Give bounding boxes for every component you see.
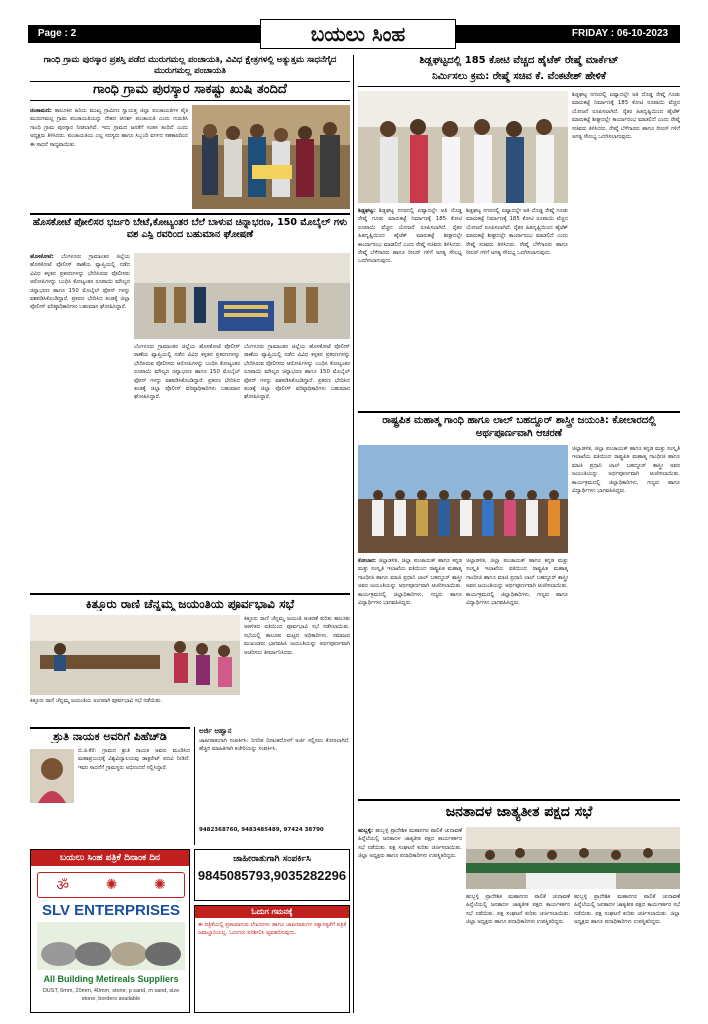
story-body: ಜಿಲ್ಲಾಡಳಿತ, ಜಿಲ್ಲಾ ಪಂಚಾಯತ್ ಹಾಗೂ ಕನ್ನಡ ಮತ್ತು ಸಂಸ್ಕೃತಿ ಇಲಾಖೆಯ ವತಿಯಿಂದ ರಾಷ್ಟ್ರಪಿತ ಮಹಾತ್ಮ ಗಾಂಧೀಜಿ ಹಾಗೂ ಮಾಜಿ ಪ್ರಧಾನಿ ಲಾಲ್ ಬಹದ್ದೂರ್ ಶಾಸ್ತ್ರೀ ಅವರ ಜಯಂತಿಯನ್ನು ಅರ್ಥಪೂರ್ಣವಾಗಿ ಆಚರಿಸಲಾಯಿತು. ಕಾರ್ಯಕ್ರಮದಲ್ಲಿ ಜಿಲ್ಲಾಧಿಕಾರಿಗಳು, ಗಣ್ಯರು ಹಾಗೂ ವಿದ್ಯಾರ್ಥಿಗಳು ಭಾಗವಹಿಸಿದ್ದರು. [572, 446, 680, 494]
story-text: ಬೆಂಗಳೂರು ಗ್ರಾಮಾಂತರ ಜಿಲ್ಲೆಯ ಹೊಸಕೋಟೆ ಪೊಲೀಸ್ ಠಾಣೆಯ ವ್ಯಾಪ್ತಿಯಲ್ಲಿ ನಡೆದ ವಿವಿಧ ಕಳ್ಳತನ ಪ್ರಕರಣಗಳನ್ನು ಭೇದಿಸಿರುವ ಪೊಲೀಸರು ಆರೋಪಿಗಳನ್ನು ಬಂಧಿಸಿ ಕೋಟ್ಯಂತರ ರೂಪಾಯಿ ಮೌಲ್ಯದ ಚಿನ್ನಾಭರಣ ಹಾಗೂ 150 ಮೊಬೈಲ್ ಫೋನ್ ಗಳನ್ನು ವಶಪಡಿಸಿಕೊಂಡಿದ್ದಾರೆ. ಪ್ರಕರಣ ಭೇದಿಸಿದ ತಂಡಕ್ಕೆ ಜಿಲ್ಲಾ ಪೊಲೀಸ್ ವರಿಷ್ಠಾಧಿಕಾರಿಗಳು ಬಹುಮಾನ ಘೋಷಿಸಿದ್ದಾರೆ. [134, 344, 240, 401]
ad-details: DUST, 6mm, 20mm, 40mm, stone, p sand, m sand, size stone, borders available [42, 988, 180, 1002]
ad-phone: 9845085793,9035282296 [197, 868, 347, 883]
ad-banner: ಬಯಲು ಸಿಂಹ ಪತ್ರಿಕೆ ದಿನಾಂಕ ದಿನ [31, 850, 189, 866]
story-headline: ರಾಷ್ಟ್ರಪಿತ ಮಹಾತ್ಮ ಗಾಂಧಿ ಹಾಗೂ ಲಾಲ್ ಬಹದ್ದೂರ್ ಶಾಸ್ತ್ರೀ ಜಯಂತಿ: ಕೋಲಾರದಲ್ಲಿ ಅರ್ಥಪೂರ್ಣವಾಗಿ ಆಚರಣೆ [358, 411, 680, 441]
story-silk-market [358, 55, 680, 407]
story-kittur-rani [30, 593, 350, 723]
story-body: ಬಿ.ಜಿ.ಕೆರೆ: ಗ್ರಾಮದ ಶ್ರುತಿ ನಾಯಕ ಅವರು ಮಂಡಿಸಿದ ಮಹಾಪ್ರಬಂಧಕ್ಕೆ ವಿಶ್ವವಿದ್ಯಾಲಯವು ಡಾಕ್ಟರೇಟ್ ಪದವಿ ನೀಡಿದೆ. ಇವರ ಸಾಧನೆಗೆ ಗ್ರಾಮಸ್ಥರು ಅಭಿನಂದನೆ ಸಲ್ಲಿಸಿದ್ದಾರೆ. [78, 748, 190, 771]
notice-body: ಜಾಹೀರಾತುಗಾಗಿ ಸಂಪರ್ಕಿಸಿ: ನಿಗದಿತ ದಿನಾಂಕದೊಳಗೆ ಅರ್ಜಿ ಸಲ್ಲಿಸಲು ಕೋರಲಾಗಿದೆ. ಹೆಚ್ಚಿನ ಮಾಹಿತಿಗಾಗಿ ಕಚೇರಿಯನ್ನು ಸಂಪರ್ಕಿಸಿ. [199, 738, 350, 753]
story-gandhi-jayanti [358, 411, 680, 795]
newspaper-title: ಬಯಲು ಸಿಂಹ [260, 19, 456, 49]
story-headline: ನಿರ್ಮಿಸಲು ಕ್ರಮ: ರೇಷ್ಮೆ ಸಚಿವ ಕೆ. ವೆಂಕಟೇಶ್ ಹೇಳಿಕೆ [358, 71, 680, 87]
notice-box [194, 727, 350, 845]
story-text: ಬೆಂಗಳೂರು ಗ್ರಾಮಾಂತರ ಜಿಲ್ಲೆಯ ಹೊಸಕೋಟೆ ಪೊಲೀಸ್ ಠಾಣೆಯ ವ್ಯಾಪ್ತಿಯಲ್ಲಿ ನಡೆದ ವಿವಿಧ ಕಳ್ಳತನ ಪ್ರಕರಣಗಳನ್ನು ಭೇದಿಸಿರುವ ಪೊಲೀಸರು ಆರೋಪಿಗಳನ್ನು ಬಂಧಿಸಿ ಕೋಟ್ಯಂತರ ರೂಪಾಯಿ ಮೌಲ್ಯದ ಚಿನ್ನಾಭರಣ ಹಾಗೂ 150 ಮೊಬೈಲ್ ಫೋನ್ ಗಳನ್ನು ವಶಪಡಿಸಿಕೊಂಡಿದ್ದಾರೆ. ಪ್ರಕರಣ ಭೇದಿಸಿದ ತಂಡಕ್ಕೆ ಜಿಲ್ಲಾ ಪೊಲೀಸ್ ವರಿಷ್ಠಾಧಿಕಾರಿಗಳು ಬಹುಮಾನ ಘೋಷಿಸಿದ್ದಾರೆ. [244, 344, 350, 401]
reader-notice [194, 905, 350, 1013]
column-divider [353, 55, 354, 1013]
byline: ಹುಬ್ಬಳ್ಳಿ: [358, 828, 374, 834]
ad-company: SLV ENTERPRISES [41, 902, 181, 919]
ad-material-image [37, 922, 185, 970]
masthead [28, 15, 680, 51]
page-number-label: Page : 2 [28, 25, 86, 43]
story-body [30, 253, 130, 583]
story-body-continued-2: ಶಿಡ್ಲಘಟ್ಟ ನಗರದಲ್ಲಿ ಏಷ್ಯಾದಲ್ಲೇ ಅತಿ ದೊಡ್ಡ ರೇಷ್ಮೆ ಗೂಡು ಮಾರುಕಟ್ಟೆ ನಿರ್ಮಾಣಕ್ಕೆ 185 ಕೋಟಿ ರೂಪಾಯಿ ವೆಚ್ಚದ ಯೋಜನೆ ರೂಪಿಸಲಾಗಿದೆ. ರೈತರ ಹಿತದೃಷ್ಟಿಯಿಂದ ಹೈಟೆಕ್ ಮಾರುಕಟ್ಟೆ ಶೀಘ್ರದಲ್ಲೇ ಕಾರ್ಯಾರಂಭ ಮಾಡಲಿದೆ ಎಂದು ರೇಷ್ಮೆ ಸಚಿವರು ತಿಳಿಸಿದರು. ರೇಷ್ಮೆ ಬೆಳೆಗಾರರು ಹಾಗೂ ರೀಲರ್ ಗಳಿಗೆ ಅಗತ್ಯ ಸೌಲಭ್ಯ ಒದಗಿಸಲಾಗುವುದು. [466, 208, 568, 256]
byline: ಹೊಸಕೋಟೆ: [30, 254, 54, 260]
story-hosakote-police [30, 213, 350, 588]
notice-title: ಅರ್ಜಿ ಆಹ್ವಾನ [199, 727, 232, 735]
story-kicker: ಶಿಡ್ಲಘಟ್ಟದಲ್ಲಿ 185 ಕೋಟಿ ವೆಚ್ಚದ ಹೈಟೆಕ್ ರೇಷ್ಮೆ ಮಾರ್ಕೆಟ್ [419, 55, 619, 66]
story-body-continued-2: ಹುಬ್ಬಳ್ಳಿ ಪ್ರಾದೇಶಿಕ ಮಹಾನಗರ ಪಾಲಿಕೆ ಚುನಾವಣೆ ಹಿನ್ನೆಲೆಯಲ್ಲಿ ಜನತಾದಳ ಜಾತ್ಯತೀತ ಪಕ್ಷದ ಕಾರ್ಯಕರ್ತರ ಸಭೆ ನಡೆಯಿತು. ಪಕ್ಷ ಸಂಘಟನೆ ಕುರಿತು ಚರ್ಚಿಸಲಾಯಿತು. ಜಿಲ್ಲಾ ಅಧ್ಯಕ್ಷರು ಹಾಗೂ ಪದಾಧಿಕಾರಿಗಳು ಉಪಸ್ಥಿತರಿದ್ದರು. [574, 894, 680, 926]
story-body [358, 827, 462, 1011]
meeting-photo [30, 615, 240, 695]
story-body: ಶಿಡ್ಲಘಟ್ಟ ನಗರದಲ್ಲಿ ಏಷ್ಯಾದಲ್ಲೇ ಅತಿ ದೊಡ್ಡ ರೇಷ್ಮೆ ಗೂಡು ಮಾರುಕಟ್ಟೆ ನಿರ್ಮಾಣಕ್ಕೆ 185 ಕೋಟಿ ರೂಪಾಯಿ ವೆಚ್ಚದ ಯೋಜನೆ ರೂಪಿಸಲಾಗಿದೆ. ರೈತರ ಹಿತದೃಷ್ಟಿಯಿಂದ ಹೈಟೆಕ್ ಮಾರುಕಟ್ಟೆ ಶೀಘ್ರದಲ್ಲೇ ಕಾರ್ಯಾರಂಭ ಮಾಡಲಿದೆ ಎಂದು ರೇಷ್ಮೆ ಸಚಿವರು ತಿಳಿಸಿದರು. ರೇಷ್ಮೆ ಬೆಳೆಗಾರರು ಹಾಗೂ ರೀಲರ್ ಗಳಿಗೆ ಅಗತ್ಯ ಸೌಲಭ್ಯ ಒದಗಿಸಲಾಗುವುದು. [572, 92, 680, 140]
story-text: ಶಿಡ್ಲಘಟ್ಟ ನಗರದಲ್ಲಿ ಏಷ್ಯಾದಲ್ಲೇ ಅತಿ ದೊಡ್ಡ ರೇಷ್ಮೆ ಗೂಡು ಮಾರುಕಟ್ಟೆ ನಿರ್ಮಾಣಕ್ಕೆ 185 ಕೋಟಿ ರೂಪಾಯಿ ವೆಚ್ಚದ ಯೋಜನೆ ರೂಪಿಸಲಾಗಿದೆ. ರೈತರ ಹಿತದೃಷ್ಟಿಯಿಂದ ಹೈಟೆಕ್ ಮಾರುಕಟ್ಟೆ ಶೀಘ್ರದಲ್ಲೇ ಕಾರ್ಯಾರಂಭ ಮಾಡಲಿದೆ ಎಂದು ರೇಷ್ಮೆ ಸಚಿವರು ತಿಳಿಸಿದರು. ರೇಷ್ಮೆ ಬೆಳೆಗಾರರು ಹಾಗೂ ರೀಲರ್ ಗಳಿಗೆ ಅಗತ್ಯ ಸೌಲಭ್ಯ ಒದಗಿಸಲಾಗುವುದು. [358, 208, 462, 265]
ad-title: ಜಾಹೀರಾತುಗಾಗಿ ಸಂಪರ್ಕಿಸಿ [233, 854, 311, 864]
story-body-continued-2 [244, 343, 350, 583]
award-photo [192, 105, 350, 209]
story-body-continued [134, 343, 240, 583]
notice-body: ಈ ಪತ್ರಿಕೆಯಲ್ಲಿ ಪ್ರಕಟವಾಗುವ ಲೇಖನಗಳು ಹಾಗೂ ಜಾಹೀರಾತುಗಳ ಸತ್ಯಾಸತ್ಯತೆಗೆ ಪತ್ರಿಕೆ ಜವಾಬ್ದಾರಿಯಲ್ಲ. ಓದುಗರು ಪರಿಶೀಲಿಸಿ ವ್ಯವಹರಿಸುವುದು. [198, 922, 346, 937]
jayanti-stage-photo [358, 445, 568, 553]
story-body: ಕಿತ್ತೂರು ರಾಣಿ ಚೆನ್ನಮ್ಮ ಜಯಂತಿ ಆಚರಣೆ ಕುರಿತು ತಾಲೂಕು ಆಡಳಿತದ ವತಿಯಿಂದ ಪೂರ್ವಭಾವಿ ಸಭೆ ನಡೆಸಲಾಯಿತು. ಸಭೆಯಲ್ಲಿ ತಾಲೂಕು ಮಟ್ಟದ ಅಧಿಕಾರಿಗಳು, ಸಮಾಜದ ಮುಖಂಡರು ಭಾಗವಹಿಸಿ ಜಯಂತಿಯನ್ನು ಅರ್ಥಪೂರ್ಣವಾಗಿ ಆಚರಿಸಲು ತೀರ್ಮಾನಿಸಿದರು. [244, 616, 350, 656]
party-meeting-photo [466, 827, 680, 889]
deity-icon: ✺ [153, 877, 166, 893]
notice-phones: 9482368760, 9483485489, 97424 38790 [199, 827, 324, 833]
story-headline: ಶ್ರುತಿ ನಾಯಕ ಅವರಿಗೆ ಪಿಹೆಚ್‌ಡಿ [30, 727, 190, 743]
om-icon: ॐ [56, 877, 70, 894]
story-headline: ಜನತಾದಳ ಜಾತ್ಯತೀತ ಪಕ್ಷದ ಸಭೆ [358, 799, 680, 823]
newspaper-page [28, 15, 680, 1015]
story-text: ಜಿಲ್ಲಾಡಳಿತ, ಜಿಲ್ಲಾ ಪಂಚಾಯತ್ ಹಾಗೂ ಕನ್ನಡ ಮತ್ತು ಸಂಸ್ಕೃತಿ ಇಲಾಖೆಯ ವತಿಯಿಂದ ರಾಷ್ಟ್ರಪಿತ ಮಹಾತ್ಮ ಗಾಂಧೀಜಿ ಹಾಗೂ ಮಾಜಿ ಪ್ರಧಾನಿ ಲಾಲ್ ಬಹದ್ದೂರ್ ಶಾಸ್ತ್ರೀ ಅವರ ಜಯಂತಿಯನ್ನು ಅರ್ಥಪೂರ್ಣವಾಗಿ ಆಚರಿಸಲಾಯಿತು. ಕಾರ್ಯಕ್ರಮದಲ್ಲಿ ಜಿಲ್ಲಾಧಿಕಾರಿಗಳು, ಗಣ್ಯರು ಹಾಗೂ ವಿದ್ಯಾರ್ಥಿಗಳು ಭಾಗವಹಿಸಿದ್ದರು. [358, 558, 462, 606]
story-shruti-nayak [30, 727, 190, 845]
byline: ಚಿಂತಾಮಣಿ: [30, 108, 52, 114]
recovered-items-photo [134, 253, 350, 339]
ad-contact [194, 849, 350, 901]
notice-title: ಓದುಗ ಗಮನಕ್ಕೆ [195, 906, 349, 918]
story-body-continued-2: ಜಿಲ್ಲಾಡಳಿತ, ಜಿಲ್ಲಾ ಪಂಚಾಯತ್ ಹಾಗೂ ಕನ್ನಡ ಮತ್ತು ಸಂಸ್ಕೃತಿ ಇಲಾಖೆಯ ವತಿಯಿಂದ ರಾಷ್ಟ್ರಪಿತ ಮಹಾತ್ಮ ಗಾಂಧೀಜಿ ಹಾಗೂ ಮಾಜಿ ಪ್ರಧಾನಿ ಲಾಲ್ ಬಹದ್ದೂರ್ ಶಾಸ್ತ್ರೀ ಅವರ ಜಯಂತಿಯನ್ನು ಅರ್ಥಪೂರ್ಣವಾಗಿ ಆಚರಿಸಲಾಯಿತು. ಕಾರ್ಯಕ್ರಮದಲ್ಲಿ ಜಿಲ್ಲಾಧಿಕಾರಿಗಳು, ಗಣ್ಯರು ಹಾಗೂ ವಿದ್ಯಾರ್ಥಿಗಳು ಭಾಗವಹಿಸಿದ್ದರು. [466, 558, 568, 606]
minister-photo [358, 91, 568, 203]
byline: ಶಿಡ್ಲಘಟ್ಟ: [358, 208, 376, 214]
story-headline: ಗಾಂಧಿ ಗ್ರಾಮ ಪುರಸ್ಕಾರ ಸಾಕಷ್ಟು ಖುಷಿ ತಂದಿದೆ [30, 81, 350, 101]
byline: ಕೋಲಾರ: [358, 558, 377, 564]
story-kicker: ಗಾಂಧಿ ಗ್ರಾಮ ಪುರಸ್ಕಾರ ಪ್ರಶಸ್ತಿ ಪಡೆದ ಮುರುಗಮಲ್ಲ ಪಂಚಾಯತಿ, ವಿವಿಧ ಕ್ಷೇತ್ರಗಳಲ್ಲಿ ಅತ್ಯುತ್ತಮ ಸಾಧನೆಗೈದ ಮುರುಗಮಲ್ಲ ಪಂಚಾಯತಿ [43, 55, 337, 76]
ad-tagline: All Building Metireals Suppliers [43, 974, 179, 984]
story-headline: ಹೊಸಕೋಟೆ ಪೋಲಿಸರ ಭರ್ಜರಿ ಬೇಟೆ,ಕೋಟ್ಯಂತರ ಬೆಲೆ ಬಾಳುವ ಚಿನ್ನಾಭರಣ, 150 ಮೊಬೈಲ್ ಗಳು ವಶ ಎಸ್ಪಿ ರವರಿಂದ ಬಹುಮಾನ ಘೋಷಣೆ [30, 213, 350, 249]
story-text: ಬೆಂಗಳೂರು ಗ್ರಾಮಾಂತರ ಜಿಲ್ಲೆಯ ಹೊಸಕೋಟೆ ಪೊಲೀಸ್ ಠಾಣೆಯ ವ್ಯಾಪ್ತಿಯಲ್ಲಿ ನಡೆದ ವಿವಿಧ ಕಳ್ಳತನ ಪ್ರಕರಣಗಳನ್ನು ಭೇದಿಸಿರುವ ಪೊಲೀಸರು ಆರೋಪಿಗಳನ್ನು ಬಂಧಿಸಿ ಕೋಟ್ಯಂತರ ರೂಪಾಯಿ ಮೌಲ್ಯದ ಚಿನ್ನಾಭರಣ ಹಾಗೂ 150 ಮೊಬೈಲ್ ಫೋನ್ ಗಳನ್ನು ವಶಪಡಿಸಿಕೊಂಡಿದ್ದಾರೆ. ಪ್ರಕರಣ ಭೇದಿಸಿದ ತಂಡಕ್ಕೆ ಜಿಲ್ಲಾ ಪೊಲೀಸ್ ವರಿಷ್ಠಾಧಿಕಾರಿಗಳು ಬಹುಮಾನ ಘೋಷಿಸಿದ್ದಾರೆ. [30, 254, 130, 311]
story-gandhi-grama [30, 55, 350, 210]
deity-icon: ✺ [105, 877, 118, 893]
story-body-continued [358, 557, 462, 791]
story-body-continued [358, 207, 462, 403]
story-headline: ಕಿತ್ತೂರು ರಾಣಿ ಚೆನ್ನಮ್ಮ ಜಯಂತಿಯ ಪೂರ್ವಭಾವಿ ಸಭೆ [30, 593, 350, 611]
story-body [30, 107, 188, 207]
ad-symbols [37, 872, 185, 898]
portrait-photo [30, 749, 74, 803]
story-text: ತಾಲೂಕಿನ ಹಿರಿಯ ಮುಖ್ಯ ಗ್ರಾಮೀಣ ಸ್ವಾಯತ್ತ ಜಿಲ್ಲಾ ಪಂಚಾಯತಿಗಳ ಪೈಕಿ ಮುರುಗಮಲ್ಲ ಗ್ರಾಮ ಪಂಚಾಯತಿಯನ್ನು ದೇಶದ ಆದರ್ಶ ಪಂಚಾಯತಿ ಎಂದು ಗುರುತಿಸಿ ಗಾಂಧಿ ಗ್ರಾಮ ಪುರಸ್ಕಾರ ನೀಡಲಾಗಿದೆ. ಇದು ಗ್ರಾಮದ ಜನತೆಗೆ ಸಂತಸ ತಂದಿದೆ ಎಂದು ಅಧ್ಯಕ್ಷರು ತಿಳಿಸಿದರು. ಪಂಚಾಯತಿಯ ಎಲ್ಲ ಸದಸ್ಯರು ಹಾಗೂ ಸಿಬ್ಬಂದಿ ವರ್ಗದ ಸಹಕಾರದಿಂದ ಈ ಸಾಧನೆ ಸಾಧ್ಯವಾಯಿತು. [30, 108, 188, 148]
ad-slv-enterprises [30, 849, 190, 1013]
story-body-continued: ಹುಬ್ಬಳ್ಳಿ ಪ್ರಾದೇಶಿಕ ಮಹಾನಗರ ಪಾಲಿಕೆ ಚುನಾವಣೆ ಹಿನ್ನೆಲೆಯಲ್ಲಿ ಜನತಾದಳ ಜಾತ್ಯತೀತ ಪಕ್ಷದ ಕಾರ್ಯಕರ್ತರ ಸಭೆ ನಡೆಯಿತು. ಪಕ್ಷ ಸಂಘಟನೆ ಕುರಿತು ಚರ್ಚಿಸಲಾಯಿತು. ಜಿಲ್ಲಾ ಅಧ್ಯಕ್ಷರು ಹಾಗೂ ಪದಾಧಿಕಾರಿಗಳು ಉಪಸ್ಥಿತರಿದ್ದರು. [466, 894, 570, 926]
story-text: ಹುಬ್ಬಳ್ಳಿ ಪ್ರಾದೇಶಿಕ ಮಹಾನಗರ ಪಾಲಿಕೆ ಚುನಾವಣೆ ಹಿನ್ನೆಲೆಯಲ್ಲಿ ಜನತಾದಳ ಜಾತ್ಯತೀತ ಪಕ್ಷದ ಕಾರ್ಯಕರ್ತರ ಸಭೆ ನಡೆಯಿತು. ಪಕ್ಷ ಸಂಘಟನೆ ಕುರಿತು ಚರ್ಚಿಸಲಾಯಿತು. ಜಿಲ್ಲಾ ಅಧ್ಯಕ್ಷರು ಹಾಗೂ ಪದಾಧಿಕಾರಿಗಳು ಉಪಸ್ಥಿತರಿದ್ದರು. [358, 828, 462, 860]
date-label: FRIDAY : 06-10-2023 [560, 25, 680, 43]
story-jds-meeting [358, 799, 680, 1013]
photo-caption: ಕಿತ್ತೂರು ರಾಣಿ ಚೆನ್ನಮ್ಮ ಜಯಂತಿಯ ಅಂಗವಾಗಿ ಪೂರ್ವಭಾವಿ ಸಭೆ ನಡೆಯಿತು. [30, 698, 163, 704]
